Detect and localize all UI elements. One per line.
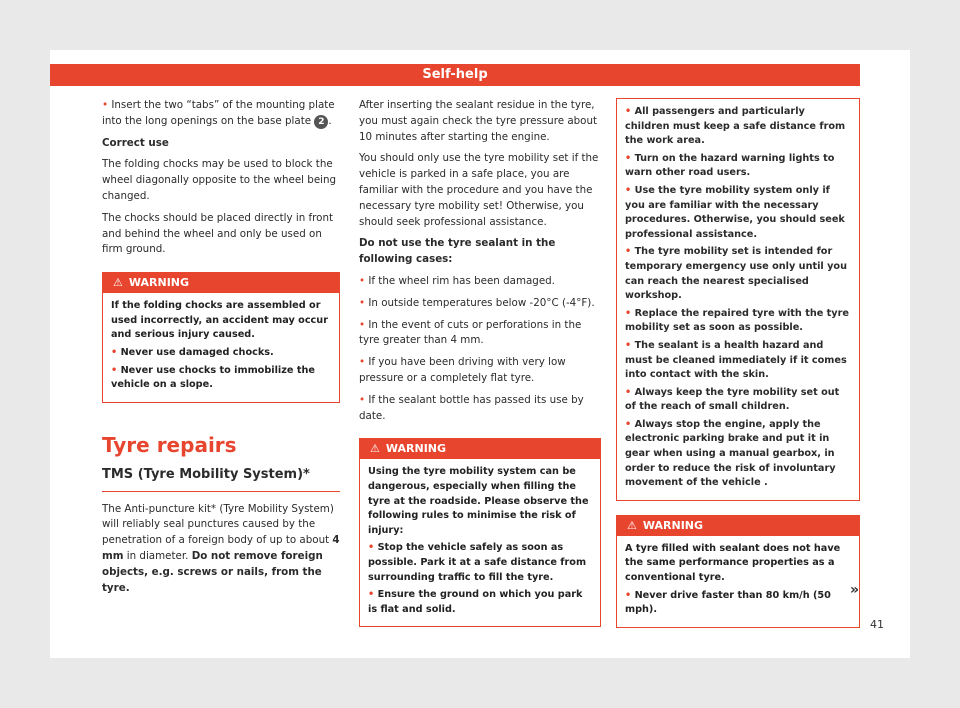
warning-item: • All passengers and particularly children must keep a safe distance from the work area. — [625, 106, 846, 147]
warning-intro: If the folding chocks are assembled or used incorrectly, an accident may occur and serious injury caused. — [111, 300, 328, 341]
bullet-icon: • — [625, 589, 632, 601]
warning-item: • Use the tyre mobility system only if you are familiar with the necessary procedures. Otherwise, you should seek professional assistance. — [625, 184, 845, 240]
correct-use-heading: Correct use — [102, 136, 169, 149]
bullet-icon: • — [625, 307, 632, 319]
warning-item: • Never use chocks to immobilize the vehicle on a slope. — [111, 364, 315, 391]
bullet-icon: • — [625, 246, 632, 258]
bullet-icon: • — [625, 152, 632, 164]
warning-triangle-icon: ⚠ — [627, 518, 637, 532]
warning-body — [617, 536, 859, 627]
warning-item: • Always keep the tyre mobility set out of the reach of small children. — [625, 386, 840, 413]
warning-body — [103, 293, 339, 402]
list-item: • If the sealant bottle has passed its use by date. — [359, 393, 584, 422]
warning-triangle-icon: ⚠ — [370, 442, 380, 456]
column-1 — [102, 98, 340, 602]
bullet-icon: • — [625, 386, 632, 398]
mounting-step: • Insert the two “tabs” of the mounting plate into the long openings on the base plate 2 . — [102, 99, 335, 127]
bullet-icon: • — [359, 393, 366, 406]
bullet-icon: • — [111, 346, 118, 358]
bullet-icon: • — [625, 418, 632, 430]
warning-item: • Replace the repaired tyre with the tyre mobility set as soon as possible. — [625, 307, 849, 334]
warning-box — [359, 438, 601, 627]
bullet-icon: • — [111, 364, 118, 376]
tms-intro: The Anti-puncture kit* (Tyre Mobility System) will reliably seal punctures caused by the penetration of a foreign body of up to about 4 mm in diameter. Do not remove foreign objects, e.g. screws or nails, from the tyre. — [102, 502, 340, 594]
bullet-icon: • — [368, 589, 375, 601]
list-item: • If the wheel rim has been damaged. — [359, 274, 555, 287]
warning-header: ⚠ WARNING — [360, 439, 600, 459]
section-title: Tyre repairs — [102, 432, 237, 457]
warning-continued-box — [616, 98, 860, 501]
warning-item: • Never drive faster than 80 km/h (50 mph). — [625, 589, 831, 616]
warning-item: • Always stop the engine, apply the electronic parking brake and put it in gear when using a manual gearbox, in order to reduce the risk of involuntary movement of the vehicle . — [625, 418, 836, 489]
reference-marker: 2 — [314, 115, 328, 129]
warning-box — [616, 515, 860, 628]
bullet-icon: • — [359, 356, 366, 369]
warning-header: ⚠ WARNING — [103, 273, 339, 293]
column-3 — [616, 98, 860, 628]
bullet-icon: • — [359, 296, 366, 309]
warning-intro: Using the tyre mobility system can be dangerous, especially when filling the tyre at the roadside. Please observe the following rules to minimise the risk of injury: — [368, 466, 589, 536]
paragraph: After inserting the sealant residue in the tyre, you must again check the tyre pressure about 10 minutes after starting the engine. — [359, 99, 598, 143]
list-item: • In outside temperatures below -20°C (-4°F). — [359, 296, 595, 309]
warning-item: • The sealant is a health hazard and must be cleaned immediately if it comes into contact with the skin. — [625, 339, 847, 381]
warning-item: • The tyre mobility set is intended for temporary emergency use only until you can reach the nearest specialised workshop. — [625, 246, 847, 302]
list-item: • If you have been driving with very low pressure or a completely flat tyre. — [359, 356, 566, 384]
page-number: 41 — [870, 618, 884, 631]
paragraph: You should only use the tyre mobility set if the vehicle is parked in a safe place, you are familiar with the procedure and you have the necessary tyre mobility set! Otherwise, you should seek professional assistance. — [359, 152, 599, 228]
do-not-use-heading: Do not use the tyre sealant in the following cases: — [359, 237, 556, 266]
warning-header: ⚠ WARNING — [617, 516, 859, 536]
paragraph: The chocks should be placed directly in front and behind the wheel and only be used on firm ground. — [102, 211, 334, 256]
warning-item: • Ensure the ground on which you park is flat and solid. — [368, 589, 583, 615]
warning-body — [360, 459, 600, 626]
list-item: • In the event of cuts or perforations in the tyre greater than 4 mm. — [359, 318, 582, 347]
paragraph: The folding chocks may be used to block the wheel diagonally opposite to the wheel being changed. — [102, 158, 337, 202]
bullet-icon: • — [359, 318, 366, 331]
warning-triangle-icon: ⚠ — [113, 276, 123, 290]
section-header-band: Self-help — [50, 64, 860, 86]
warning-box — [102, 272, 340, 403]
bullet-icon: • — [359, 274, 366, 287]
section-subtitle: TMS (Tyre Mobility System)* — [102, 467, 340, 492]
column-2 — [359, 98, 601, 627]
bullet-icon: • — [102, 99, 109, 111]
continue-arrow-icon: » — [850, 582, 860, 598]
warning-intro: A tyre filled with sealant does not have the same performance properties as a conventional tyre. — [625, 542, 841, 584]
warning-item: • Turn on the hazard warning lights to warn other road users. — [625, 152, 835, 179]
bullet-icon: • — [368, 542, 375, 554]
warning-item: • Stop the vehicle safely as soon as possible. Park it at a safe distance from surrounding traffic to fill the tyre. — [368, 542, 587, 583]
bullet-icon: • — [625, 106, 632, 117]
warning-item: • Never use damaged chocks. — [111, 346, 274, 358]
bullet-icon: • — [625, 184, 632, 196]
bullet-icon: • — [625, 339, 632, 351]
